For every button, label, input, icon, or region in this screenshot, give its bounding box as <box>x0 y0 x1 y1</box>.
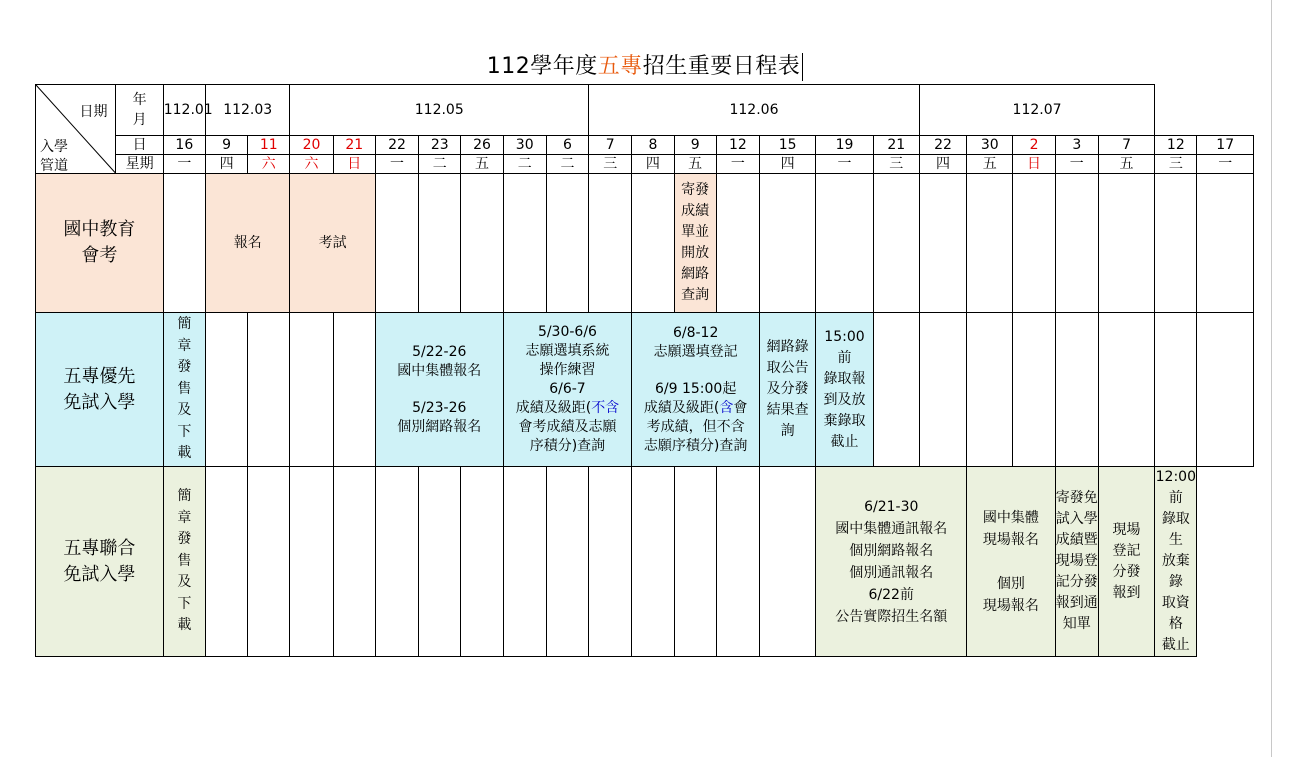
day-cell: 9 <box>674 136 716 155</box>
empty-cell <box>919 313 966 467</box>
empty-cell <box>248 467 290 657</box>
empty-cell <box>1155 174 1197 313</box>
row-exam <box>36 174 1254 313</box>
joint-onsite-registration: 國中集體 現場報名 個別 現場報名 <box>967 467 1055 657</box>
empty-cell <box>674 467 716 657</box>
empty-cell <box>461 467 503 657</box>
empty-cell <box>205 313 247 467</box>
header-year-month: 年 月 <box>116 85 163 136</box>
empty-cell <box>333 313 375 467</box>
weekday-cell: 一 <box>1197 155 1254 174</box>
empty-cell <box>546 467 588 657</box>
weekday-cell: 一 <box>816 155 873 174</box>
empty-cell <box>290 467 333 657</box>
day-cell: 7 <box>1098 136 1154 155</box>
day-cell: 7 <box>589 136 632 155</box>
lane-priority: 五專優先 免試入學 <box>36 313 164 467</box>
empty-cell <box>760 467 816 657</box>
empty-cell <box>1197 174 1254 313</box>
weekday-cell: 四 <box>632 155 674 174</box>
weekday-cell: 一 <box>1055 155 1098 174</box>
day-cell: 9 <box>205 136 247 155</box>
empty-cell <box>375 467 418 657</box>
priority-deadline: 15:00 前 錄取報 到及放 棄錄取 截止 <box>816 313 873 467</box>
empty-cell <box>873 174 919 313</box>
day-cell: 6 <box>546 136 588 155</box>
month-112-07: 112.07 <box>919 85 1154 136</box>
empty-cell <box>1013 174 1055 313</box>
schedule-table <box>35 84 1254 657</box>
day-cell: 26 <box>461 136 503 155</box>
joint-deadline: 12:00 前 錄取生 放棄錄 取資格 截止 <box>1155 467 1197 657</box>
page-edge-line <box>1271 0 1272 757</box>
empty-cell <box>375 174 418 313</box>
weekday-cell: 四 <box>760 155 816 174</box>
weekday-cell: 五 <box>461 155 503 174</box>
weekday-cell: 五 <box>967 155 1013 174</box>
row-joint <box>36 467 1254 657</box>
day-cell: 30 <box>503 136 546 155</box>
weekday-cell: 六 <box>248 155 290 174</box>
weekday-cell: 日 <box>333 155 375 174</box>
month-112-05: 112.05 <box>290 85 589 136</box>
weekday-cell: 三 <box>873 155 919 174</box>
day-cell: 23 <box>419 136 461 155</box>
joint-registration: 6/21-30 國中集體通訊報名 個別網路報名 個別通訊報名 6/22前 公告實際招生名額 <box>816 467 967 657</box>
day-cell: 21 <box>333 136 375 155</box>
joint-brochure: 簡章發售及下載 <box>163 467 205 657</box>
weekday-cell: 四 <box>205 155 247 174</box>
empty-cell <box>632 174 674 313</box>
title-prefix: 112學年度 <box>486 54 598 79</box>
lane-exam: 國中教育 會考 <box>36 174 164 313</box>
weekday-cell: 三 <box>1155 155 1197 174</box>
day-cell: 21 <box>873 136 919 155</box>
weekday-cell: 五 <box>1098 155 1154 174</box>
day-cell: 17 <box>1197 136 1254 155</box>
priority-choice-registration: 6/8-12 志願選填登記 6/9 15:00起 成績及級距(含會 考成績，但不含 志願序積分)查詢 <box>632 313 760 467</box>
weekday-cell: 日 <box>1013 155 1055 174</box>
day-cell: 12 <box>716 136 759 155</box>
empty-cell <box>1055 313 1098 467</box>
weekday-cell: 二 <box>546 155 588 174</box>
empty-cell <box>816 174 873 313</box>
weekday-cell: 一 <box>375 155 418 174</box>
weekday-cell: 五 <box>674 155 716 174</box>
empty-cell <box>163 174 205 313</box>
empty-cell <box>1055 174 1098 313</box>
weekday-cell: 二 <box>419 155 461 174</box>
priority-registration: 5/22-26 國中集體報名 5/23-26 個別網路報名 <box>375 313 503 467</box>
empty-cell <box>290 313 333 467</box>
header-row-weekday <box>36 155 1254 174</box>
month-112-01: 112.01 <box>163 85 205 136</box>
day-cell: 30 <box>967 136 1013 155</box>
day-cell: 22 <box>375 136 418 155</box>
exam-register: 報名 <box>205 174 289 313</box>
exam-scores: 寄發成績單並開放網路查詢 <box>674 174 716 313</box>
day-cell: 15 <box>760 136 816 155</box>
empty-cell <box>333 467 375 657</box>
empty-cell <box>419 174 461 313</box>
title-highlight: 五專 <box>597 54 643 79</box>
title-suffix: 招生重要日程表 <box>642 54 801 79</box>
day-cell: 20 <box>290 136 333 155</box>
header-corner <box>36 85 116 174</box>
header-row-day <box>36 136 1254 155</box>
day-cell: 16 <box>163 136 205 155</box>
header-row-month <box>36 85 1254 136</box>
weekday-cell: 二 <box>503 155 546 174</box>
page-title <box>0 50 1290 84</box>
empty-cell <box>716 467 759 657</box>
day-cell: 19 <box>816 136 873 155</box>
header-channel-label-2: 管道 <box>40 158 68 174</box>
weekday-cell: 四 <box>919 155 966 174</box>
empty-cell <box>967 313 1013 467</box>
empty-cell <box>589 467 632 657</box>
empty-cell <box>205 467 247 657</box>
empty-cell <box>503 467 546 657</box>
empty-cell <box>1197 313 1254 467</box>
header-channel-label-1: 入學 <box>40 139 68 155</box>
joint-notice: 寄發免 試入學 成績暨 現場登 記分發 報到通 知單 <box>1055 467 1098 657</box>
weekday-label: 星期 <box>116 155 163 174</box>
day-cell: 3 <box>1055 136 1098 155</box>
empty-cell <box>546 174 588 313</box>
empty-cell <box>760 174 816 313</box>
empty-cell <box>248 313 290 467</box>
empty-cell <box>716 174 759 313</box>
empty-cell <box>461 174 503 313</box>
weekday-cell: 一 <box>163 155 205 174</box>
month-112-03: 112.03 <box>205 85 289 136</box>
empty-cell <box>1098 174 1154 313</box>
day-label: 日 <box>116 136 163 155</box>
priority-practice-and-query: 5/30-6/6 志願選填系統 操作練習 6/6-7 成績及級距(不含 會考成績及志願 序積分)查詢 <box>503 313 632 467</box>
month-112-06: 112.06 <box>589 85 920 136</box>
empty-cell <box>632 467 674 657</box>
header-date-label: 日期 <box>79 104 108 120</box>
priority-brochure: 簡章發售及下載 <box>163 313 205 467</box>
empty-cell <box>1013 313 1055 467</box>
joint-onsite-report: 現場 登記 分發 報到 <box>1098 467 1154 657</box>
empty-cell <box>873 313 919 467</box>
exam-test: 考試 <box>290 174 375 313</box>
empty-cell <box>1155 313 1197 467</box>
day-cell: 12 <box>1155 136 1197 155</box>
weekday-cell: 六 <box>290 155 333 174</box>
empty-cell <box>919 174 966 313</box>
empty-cell <box>589 174 632 313</box>
empty-cell <box>503 174 546 313</box>
lane-joint: 五專聯合 免試入學 <box>36 467 164 657</box>
empty-cell <box>1098 313 1154 467</box>
day-cell: 11 <box>248 136 290 155</box>
empty-cell <box>419 467 461 657</box>
priority-announcement: 網路錄 取公告 及分發 結果查 詢 <box>760 313 816 467</box>
weekday-cell: 一 <box>716 155 759 174</box>
weekday-cell: 三 <box>589 155 632 174</box>
text-cursor <box>802 53 803 81</box>
row-priority <box>36 313 1254 467</box>
day-cell: 2 <box>1013 136 1055 155</box>
day-cell: 8 <box>632 136 674 155</box>
day-cell: 22 <box>919 136 966 155</box>
empty-cell <box>967 174 1013 313</box>
